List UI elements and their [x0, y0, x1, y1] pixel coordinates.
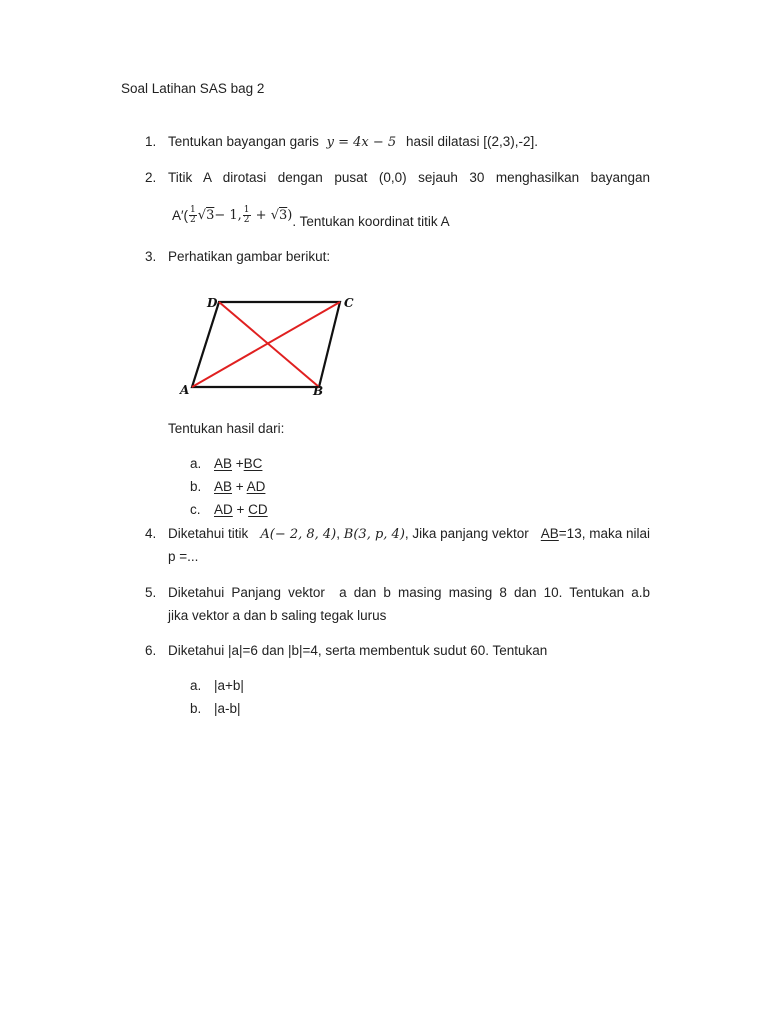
- q4-line2: p =...: [168, 549, 199, 564]
- q6-number: 6.: [145, 643, 157, 658]
- vector-ad: AD: [246, 479, 266, 494]
- vertex-label-d: D: [207, 296, 218, 310]
- q3-item-a: [214, 456, 262, 471]
- q2-close: ): [287, 207, 293, 223]
- q3-item-b: [214, 479, 265, 494]
- q2-fraction-2: [243, 206, 251, 225]
- q3-item-b-letter: b.: [190, 479, 202, 494]
- vector-ab: AB: [214, 479, 233, 494]
- q2-point: [172, 200, 450, 230]
- vector-ad: AD: [214, 502, 233, 517]
- q2-mid: − 1,: [214, 207, 242, 223]
- q4-pre: Diketahui titik: [168, 526, 249, 541]
- q2-sqrt-2: √3: [270, 207, 288, 223]
- q5-line2: jika vektor a dan b saling tegak lurus: [168, 608, 387, 623]
- q2-frac2-den: 2: [243, 214, 250, 225]
- q4-number: 4.: [145, 526, 157, 541]
- q5-line1: Diketahui Panjang vektor a dan b masing masing 8 dan 10. Tentukan a.b: [168, 585, 650, 600]
- plus-sign: +: [235, 456, 244, 471]
- vertex-label-b: B: [313, 384, 324, 398]
- vector-ab: AB: [214, 456, 233, 471]
- q2-fraction-1: [189, 206, 197, 225]
- document-title: Soal Latihan SAS bag 2: [121, 81, 265, 96]
- q2-sqrt-1: √3: [197, 207, 215, 223]
- q2-sqrt1-radicand: 3: [206, 207, 215, 223]
- plus-sign: +: [232, 502, 249, 517]
- q4-tail: [541, 526, 650, 541]
- vector-ab: AB: [540, 526, 559, 541]
- vector-cd: CD: [248, 502, 268, 517]
- q3-text: Perhatikan gambar berikut:: [168, 249, 331, 264]
- q4-points: [260, 526, 528, 542]
- q3-item-c: [214, 502, 268, 517]
- q2-number: 2.: [145, 170, 157, 185]
- q2-frac1-num: 1: [190, 204, 196, 215]
- parallelogram-figure: [172, 290, 372, 402]
- vertex-label-c: C: [344, 296, 354, 310]
- q1-equation: 𝑦 = 4𝑥 − 5: [326, 135, 397, 150]
- q2-frac2-num: 1: [243, 204, 250, 215]
- point-b: 𝐵(3, 𝑝, 4): [343, 527, 405, 542]
- vertex-label-a: A: [180, 383, 190, 397]
- q2-tail: . Tentukan koordinat titik A: [292, 213, 450, 229]
- q3-number: 3.: [145, 249, 157, 264]
- q3-item-c-letter: c.: [190, 502, 201, 517]
- q4-line1: [168, 526, 650, 542]
- plus-sign: +: [232, 479, 247, 494]
- q4-comma: ,: [336, 526, 341, 541]
- q3-item-a-letter: a.: [190, 456, 202, 471]
- q1-text: [168, 134, 538, 150]
- q6-item-a: |a+b|: [214, 678, 244, 693]
- q1-number: 1.: [145, 134, 157, 149]
- q1-post: hasil dilatasi [(2,3),-2].: [405, 134, 539, 149]
- q6-item-b-letter: b.: [190, 701, 202, 716]
- q6-item-b: |a-b|: [214, 701, 241, 716]
- q2-point-label: A′(: [172, 207, 189, 223]
- q2-frac1-den: 2: [190, 214, 196, 225]
- q4-mid: , Jika panjang vektor: [404, 526, 529, 541]
- vector-bc: BC: [243, 456, 263, 471]
- q2-line1: Titik A dirotasi dengan pusat (0,0) sejauh 30 menghasilkan bayangan: [168, 170, 650, 185]
- q2-plus: +: [251, 207, 271, 223]
- q5-number: 5.: [145, 585, 157, 600]
- q4-post: =13, maka nilai: [558, 526, 650, 541]
- q3-prompt: Tentukan hasil dari:: [168, 421, 285, 436]
- point-a: 𝐴(− 2, 8, 4): [260, 527, 337, 542]
- q1-pre: Tentukan bayangan garis: [168, 134, 319, 149]
- q2-sqrt2-radicand: 3: [278, 207, 288, 223]
- q6-text: Diketahui |a|=6 dan |b|=4, serta membentuk sudut 60. Tentukan: [168, 643, 548, 658]
- q6-item-a-letter: a.: [190, 678, 202, 693]
